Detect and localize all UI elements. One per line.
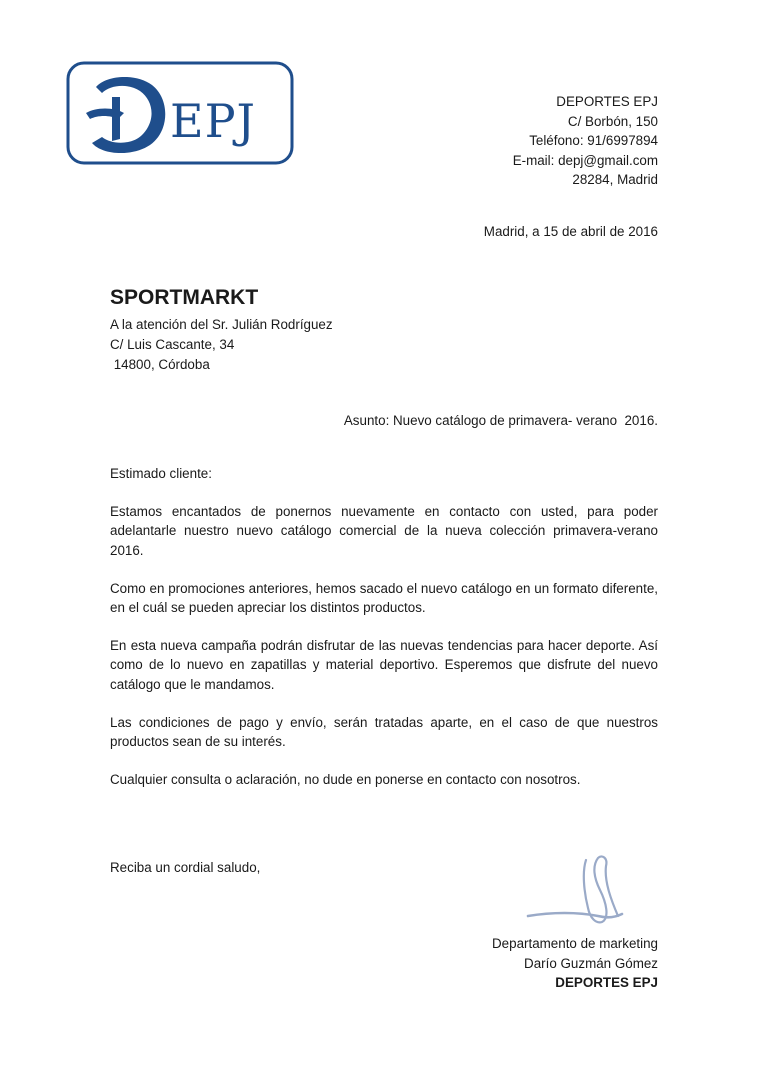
sender-name: DEPORTES EPJ [556,94,658,109]
body-paragraph: Estamos encantados de ponernos nuevamente en contacto con usted, para poder adelantarle nuestro nuevo catálogo comercial de la nueva colección primavera-verano 2016. [110,504,658,558]
signoff-name: Darío Guzmán Gómez [524,955,658,971]
body-paragraph: Cualquier consulta o aclaración, no dude en ponerse en contacto con nosotros. [110,772,581,788]
letter-body [110,464,658,808]
signoff-department: Departamento de marketing [492,936,658,951]
body-paragraph: En esta nueva campaña podrán disfrutar de las nuevas tendencias para hacer deporte. Así como de lo nuevo en zapatillas y material deportivo. Esperemos que disfrute del nuevo catálogo que le mandamos. [110,638,658,692]
recipient-block [110,284,333,375]
closing-line: Reciba un cordial saludo, [110,860,261,875]
letter-subject: Asunto: Nuevo catálogo de primavera- verano 2016. [343,413,658,428]
recipient-address: C/ Luis Cascante, 34 [110,337,235,352]
signoff-company: DEPORTES EPJ [555,975,658,990]
sender-phone: Teléfono: 91/6997894 [529,133,658,148]
body-paragraph: Las condiciones de pago y envío, serán tratadas aparte, en el caso de que nuestros productos sean de su interés. [110,714,658,750]
sender-city: 28284, Madrid [572,172,658,187]
greeting: Estimado cliente: [110,466,212,481]
sender-address: C/ Borbón, 150 [567,113,658,129]
svg-text:EPJ: EPJ [170,94,256,148]
sender-email: E-mail: depj@gmail.com [512,152,658,168]
signoff-block [492,934,658,993]
handwritten-signature [522,852,632,934]
body-paragraph: Como en promociones anteriores, hemos sacado el nuevo catálogo en un formato diferente, en el cuál se pueden apreciar los distintos productos. [110,580,658,616]
recipient-company: SPORTMARKT [110,286,259,309]
recipient-attention: A la atención del Sr. Julián Rodríguez [110,317,333,332]
sender-block [513,92,658,190]
recipient-city: 14800, Córdoba [110,357,210,372]
logo-graphic [66,61,294,165]
company-logo [66,61,294,165]
letter-date: Madrid, a 15 de abril de 2016 [483,224,658,239]
